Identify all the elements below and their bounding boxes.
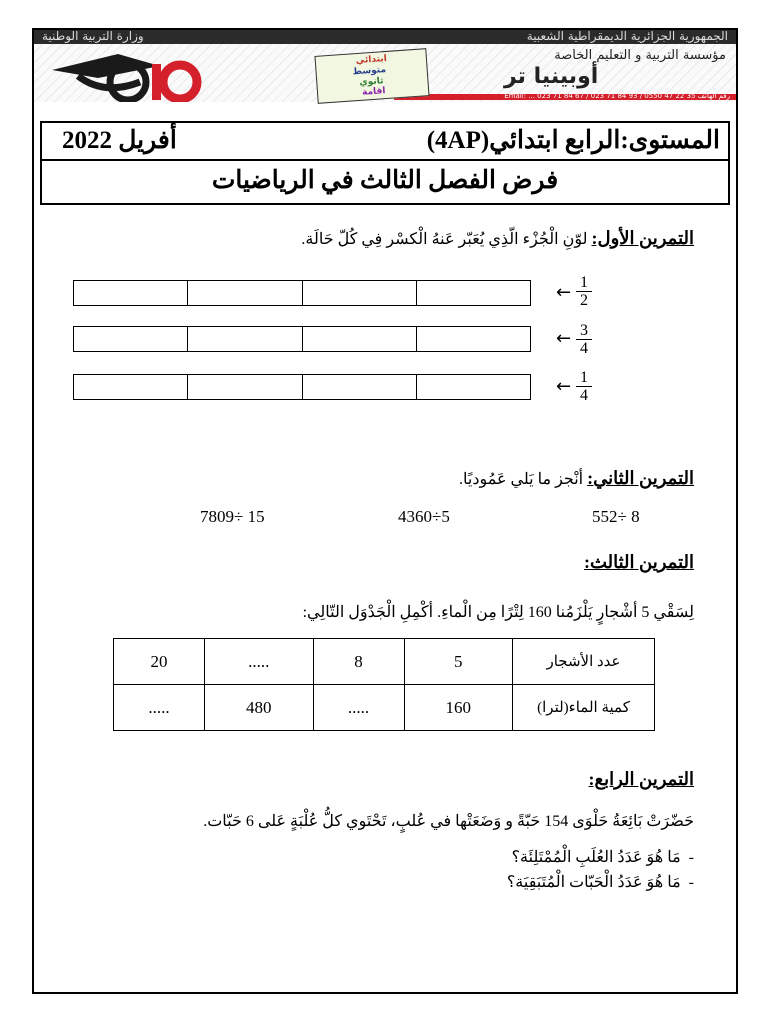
fraction-3: $\frac{1}{4}$ <box>576 369 592 404</box>
bar-segment[interactable] <box>417 327 530 351</box>
table-row <box>114 685 655 731</box>
table-cell[interactable]: ..... <box>313 685 404 731</box>
division-1: 552÷ 8 <box>592 507 640 526</box>
division-2: 4360÷5 <box>398 507 450 526</box>
row-label: كمية الماء(لترا) <box>513 685 655 731</box>
bar-segment[interactable] <box>188 327 302 351</box>
table-cell: 20 <box>114 639 205 685</box>
brand-name: أوبينيا تر <box>504 64 599 89</box>
exercise1-heading: التمرين الأول: <box>591 228 694 248</box>
exercise2-instruction: أنْجز ما يَلي عَمُوديًا. <box>459 471 584 488</box>
exercise4-line <box>589 769 694 790</box>
exam-date: أفريل 2022 <box>62 127 177 154</box>
table-cell[interactable]: ..... <box>114 685 205 731</box>
exercise3-line <box>584 552 694 573</box>
exercise1-line <box>301 228 694 249</box>
exam-title: فرض الفصل الثالث في الرياضيات <box>211 167 559 194</box>
fraction-2: $\frac{3}{4}$ <box>576 322 592 357</box>
title-box <box>40 161 730 205</box>
table-cell[interactable]: ..... <box>205 639 313 685</box>
exercise4-statement: حَضّرَتْ بَائِعَةُ حَلْوَى 154 حَبّةً و وَضَعَتْها في عُلبٍ، تَحْتَوي كلُّ عُلْبَةٍ عَلى 6 حَبّات. <box>203 813 694 830</box>
bar-segment[interactable] <box>303 327 417 351</box>
table-cell: 5 <box>404 639 512 685</box>
arrow-icon: ← <box>556 282 572 303</box>
bar-segment[interactable] <box>74 327 188 351</box>
exercise4-heading: التمرين الرابع: <box>588 769 694 789</box>
fraction-bar-2[interactable] <box>73 326 531 352</box>
table-cell: 160 <box>404 685 512 731</box>
top-strip <box>34 30 736 44</box>
question-1: - مَا هُوَ عَدَدُ العُلَبِ الْمُمْتَلِئَة؟ <box>511 849 694 866</box>
exercise3-statement: لِسَقْي 5 أشْجارٍ يَلْزَمُنا 160 لِتْرًا مِن الْماءِ. أكْمِلِ الْجَدْوَل التّالِي: <box>302 604 694 621</box>
bar-segment[interactable] <box>417 281 530 305</box>
bullet: - <box>688 849 694 866</box>
exercise1-instruction: لوّنِ الْجُزْء الّذِي يُعَبّر عَنهُ الْكسْر فِي كُلّ حَالَة. <box>301 231 588 248</box>
proportion-table <box>113 638 655 731</box>
table-row <box>114 639 655 685</box>
op-logo <box>48 46 228 102</box>
row-label: عدد الأشجار <box>513 639 655 685</box>
arrow-icon: ← <box>556 376 572 397</box>
fraction-1: $\frac{1}{2}$ <box>576 274 592 309</box>
republic-text: الجمهورية الجزائرية الديمقراطية الشعبية <box>526 29 728 43</box>
contact-info: Email: ... 023 71 84 67 / 023 71 84 93 / 0550 47 22 35 رقم الهاتف <box>504 92 730 100</box>
header-banner <box>34 30 736 102</box>
institution-name: مؤسسة التربية و التعليم الخاصة <box>554 48 726 63</box>
bar-segment[interactable] <box>188 375 302 399</box>
exercise2-line <box>459 468 694 489</box>
table-cell: 480 <box>205 685 313 731</box>
division-3: 7809÷ 15 <box>200 507 265 526</box>
levels-book-image: ابتدائي متوسط ثانوي اقامة <box>314 48 429 104</box>
bar-segment[interactable] <box>74 281 188 305</box>
fraction-bar-1[interactable] <box>73 280 531 306</box>
exercise3-heading: التمرين الثالث: <box>583 552 694 572</box>
bar-segment[interactable] <box>417 375 530 399</box>
bullet: - <box>688 874 694 891</box>
level-label: المستوى:الرابع ابتدائي(4AP) <box>426 127 720 154</box>
ministry-text: وزارة التربية الوطنية <box>42 29 144 43</box>
bar-segment[interactable] <box>303 281 417 305</box>
table-cell: 8 <box>313 639 404 685</box>
bar-segment[interactable] <box>303 375 417 399</box>
bar-segment[interactable] <box>188 281 302 305</box>
exercise2-heading: التمرين الثاني: <box>587 468 694 488</box>
question-2: - مَا هُوَ عَدَدُ الْحَبّات الْمُتَبَقِيَة؟ <box>506 874 694 891</box>
level-box <box>40 121 730 161</box>
fraction-bar-3[interactable] <box>73 374 531 400</box>
bar-segment[interactable] <box>74 375 188 399</box>
arrow-icon: ← <box>556 328 572 349</box>
